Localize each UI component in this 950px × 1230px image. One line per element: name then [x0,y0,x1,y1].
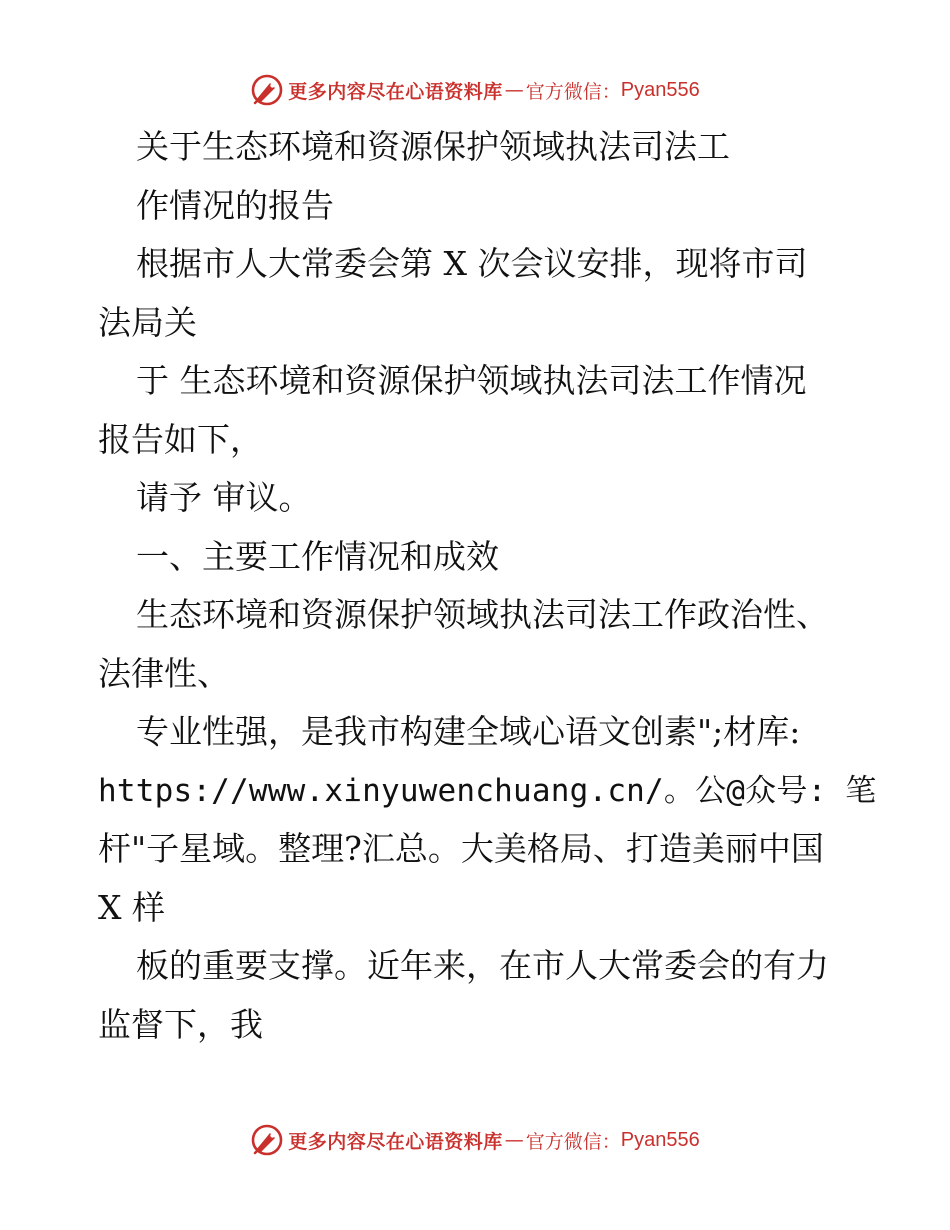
banner-slogan: 更多内容尽在心语资料库 [288,80,503,103]
paragraph-line: 生态环境和资源保护领域执法司法工作政治性、 [136,595,829,634]
paragraph-line: 板的重要支撑。近年来，在市人大常委会的有力 [136,946,829,985]
document-body [98,118,877,1054]
paragraph-line: X 样 [98,887,165,927]
banner-wechat-label: 官方微信： [525,1130,621,1153]
banner-separator: — [504,79,524,101]
banner-separator: — [504,1129,524,1151]
paragraph-line-url: https://www.xinyuwenchuang.cn/。公@众号: 笔 [98,772,877,809]
paragraph-line: 请予 审议。 [136,478,312,517]
banner-slogan: 更多内容尽在心语资料库 [288,1130,503,1153]
pen-nib-logo-icon [250,1123,284,1157]
section-heading: 一、主要工作情况和成效 [136,536,499,576]
pen-nib-logo-icon [250,73,284,107]
paragraph-line: 监督下，我 [98,1004,263,1044]
header-banner [0,70,950,110]
paragraph-line: 法局关 [98,302,197,342]
banner-wechat-id: Pyan556 [620,1128,700,1151]
paragraph-line: 法律性、 [98,653,230,693]
paragraph-line: 于 生态环境和资源保护领域执法司法工作情况 [136,361,807,400]
footer-banner [0,1120,950,1160]
paragraph-line: 根据市人大常委会第 X 次会议安排，现将市司 [136,244,808,283]
banner-wechat-label: 官方微信： [525,80,621,103]
title-line-1: 关于生态环境和资源保护领域执法司法工 [136,127,730,166]
title-line-2: 作情况的报告 [136,185,334,225]
paragraph-line: 报告如下， [98,419,263,459]
paragraph-line: 杆"子星域。整理?汇总。大美格局、打造美丽中国 [98,829,824,868]
paragraph-line: 专业性强，是我市构建全域心语文创素";材库: [136,712,801,751]
banner-wechat-id: Pyan556 [620,78,700,101]
